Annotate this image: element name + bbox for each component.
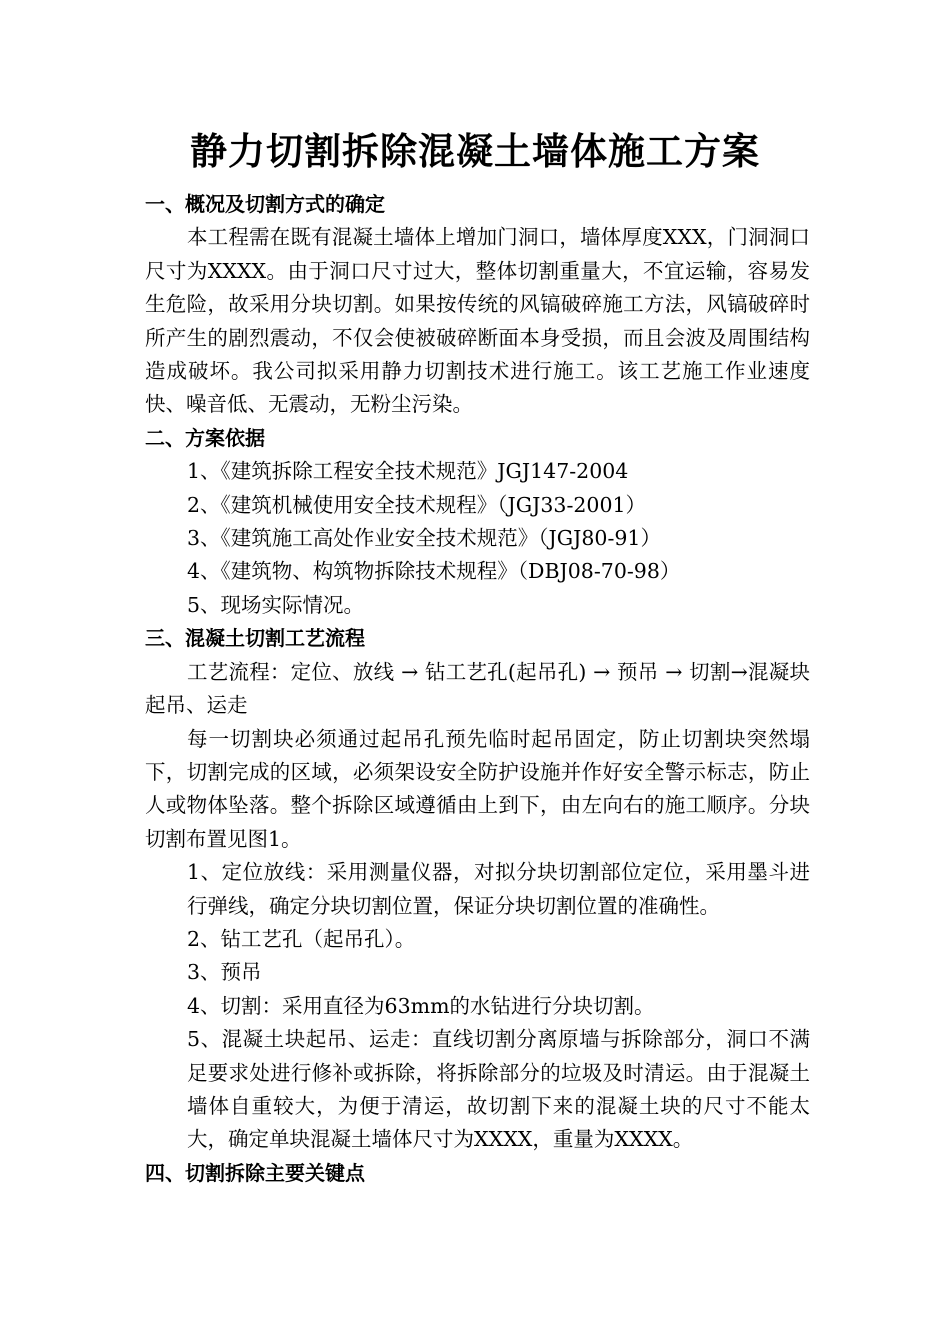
- process-step: 4、切割：采用直径为63mm的水钻进行分块切割。: [187, 993, 655, 1018]
- process-flow: 工艺流程：定位、放线 → 钻工艺孔(起吊孔) → 预吊 → 切割→混凝块起吊、运走: [145, 659, 810, 718]
- basis-item: 4、《建筑物、构筑物拆除技术规程》（DBJ08-70-98）: [187, 559, 681, 584]
- process-step: 1、定位放线：采用测量仪器，对拟分块切割部位定位，采用墨斗进行弹线，确定分块切割位置，保证分块切割位置的准确性。: [187, 860, 810, 918]
- document-body: [145, 188, 810, 1190]
- section-2-heading: 二、方案依据: [145, 425, 265, 450]
- basis-item: 2、《建筑机械使用安全技术规程》（JGJ33-2001）: [187, 492, 647, 517]
- process-step: 2、钻工艺孔（起吊孔）。: [187, 926, 416, 951]
- document-title: 静力切割拆除混凝土墙体施工方案: [190, 129, 760, 173]
- section-1-heading: 一、概况及切割方式的确定: [145, 192, 385, 216]
- basis-item: 3、《建筑施工高处作业安全技术规范》（JGJ80-91）: [187, 526, 661, 551]
- process-step: 3、预吊: [187, 960, 262, 985]
- process-step: 5、混凝土块起吊、运走：直线切割分离原墙与拆除部分，洞口不满足要求处进行修补或拆除，将拆除部分的垃圾及时清运。由于混凝土墙体自重较大，为便于清运，故切割下来的混凝土块的尺寸不能太大，确定单块混凝土墙体尺寸为XXXX，重量为XXXX。: [187, 1027, 810, 1152]
- section-3-heading: 三、混凝土切割工艺流程: [145, 626, 365, 651]
- basis-item: 1、《建筑拆除工程安全技术规范》JGJ147-2004: [187, 459, 629, 484]
- basis-item: 5、现场实际情况。: [187, 592, 365, 617]
- section-4-heading: 四、切割拆除主要关键点: [145, 1160, 365, 1185]
- section-1-paragraph: 本工程需在既有混凝土墙体上增加门洞口，墙体厚度XXX，门洞洞口尺寸为XXXX。由于洞口尺寸过大，整体切割重量大，不宜运输，容易发生危险，故采用分块切割。如果按传统的风镐破碎施工方法，风镐破碎时所产生的剧烈震动，不仅会使被破碎断面本身受损，而且会波及周围结构造成破坏。我公司拟采用静力切割技术进行施工。该工艺施工作业速度快、噪音低、无震动，无粉尘污染。: [145, 225, 810, 417]
- section-3-paragraph: 每一切割块必须通过起吊孔预先临时起吊固定，防止切割块突然塌下，切割完成的区域，必须架设安全防护设施并作好安全警示标志，防止人或物体坠落。整个拆除区域遵循由上到下，由左向右的施工顺序。分块切割布置见图1。: [145, 726, 810, 851]
